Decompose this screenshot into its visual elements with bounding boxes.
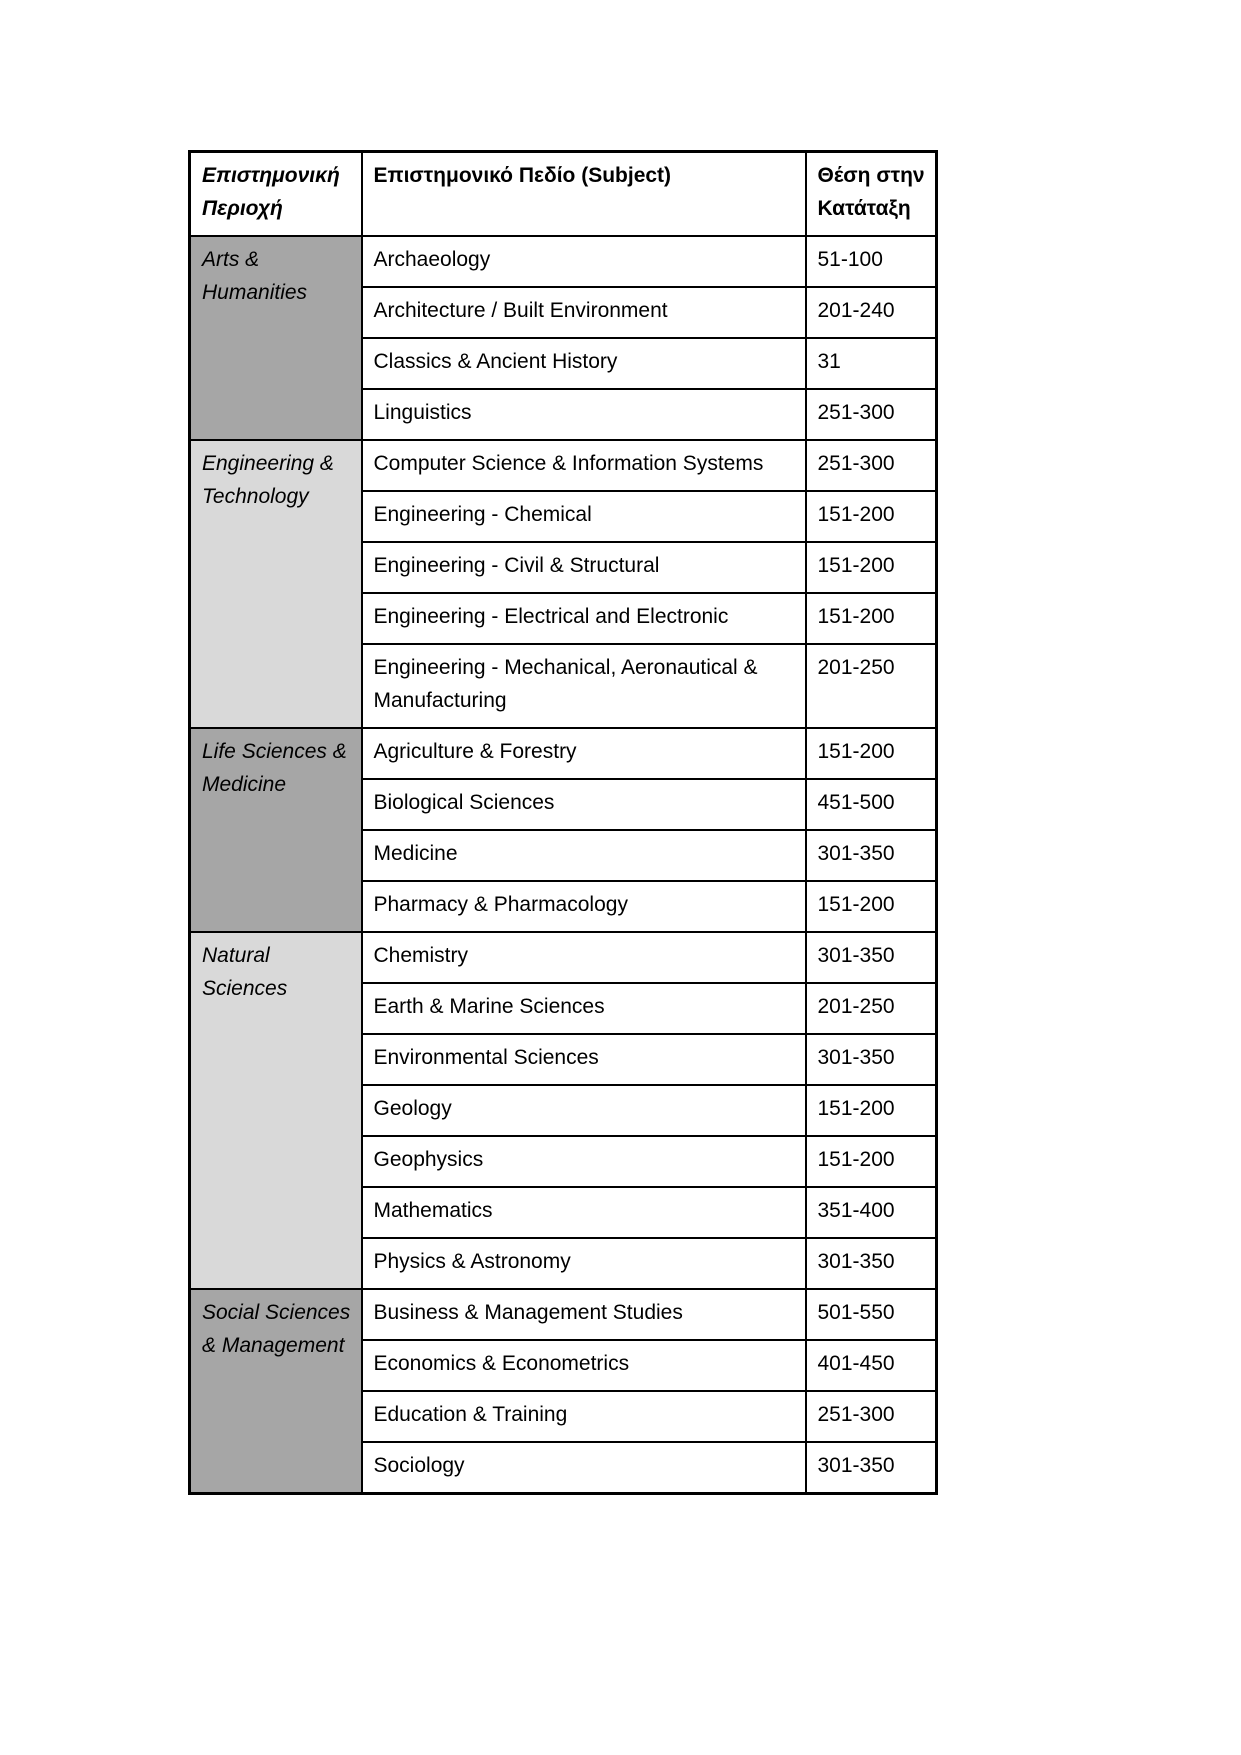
subject-cell: Engineering - Civil & Structural <box>362 542 806 593</box>
table-row <box>190 440 937 491</box>
rank-cell: 451-500 <box>806 779 937 830</box>
subject-cell: Sociology <box>362 1442 806 1494</box>
rank-cell: 151-200 <box>806 542 937 593</box>
rank-cell: 151-200 <box>806 491 937 542</box>
subject-cell: Pharmacy & Pharmacology <box>362 881 806 932</box>
table-row <box>190 1289 937 1340</box>
rank-cell: 31 <box>806 338 937 389</box>
rank-cell: 301-350 <box>806 1034 937 1085</box>
table-body <box>190 236 937 1494</box>
rank-cell: 351-400 <box>806 1187 937 1238</box>
column-header-subject: Επιστημονικό Πεδίο (Subject) <box>362 152 806 237</box>
subject-cell: Computer Science & Information Systems <box>362 440 806 491</box>
subject-cell: Business & Management Studies <box>362 1289 806 1340</box>
subject-cell: Archaeology <box>362 236 806 287</box>
subject-cell: Mathematics <box>362 1187 806 1238</box>
subject-ranking-table <box>188 150 938 1495</box>
rank-cell: 151-200 <box>806 881 937 932</box>
subject-cell: Physics & Astronomy <box>362 1238 806 1289</box>
subject-cell: Chemistry <box>362 932 806 983</box>
subject-cell: Engineering - Mechanical, Aeronautical & Manufacturing <box>362 644 806 728</box>
subject-cell: Engineering - Chemical <box>362 491 806 542</box>
column-header-rank: Θέση στην Κατάταξη <box>806 152 937 237</box>
rank-cell: 401-450 <box>806 1340 937 1391</box>
subject-cell: Engineering - Electrical and Electronic <box>362 593 806 644</box>
rank-cell: 251-300 <box>806 1391 937 1442</box>
rank-cell: 51-100 <box>806 236 937 287</box>
subject-cell: Agriculture & Forestry <box>362 728 806 779</box>
area-cell: Engineering & Technology <box>190 440 362 728</box>
subject-cell: Biological Sciences <box>362 779 806 830</box>
rank-cell: 151-200 <box>806 593 937 644</box>
rank-cell: 301-350 <box>806 1238 937 1289</box>
rank-cell: 201-250 <box>806 644 937 728</box>
subject-cell: Medicine <box>362 830 806 881</box>
rank-cell: 301-350 <box>806 830 937 881</box>
header-row <box>190 152 937 237</box>
rank-cell: 251-300 <box>806 389 937 440</box>
table-row <box>190 932 937 983</box>
rank-cell: 151-200 <box>806 728 937 779</box>
subject-cell: Classics & Ancient History <box>362 338 806 389</box>
table-row <box>190 728 937 779</box>
rank-cell: 301-350 <box>806 932 937 983</box>
area-cell: Natural Sciences <box>190 932 362 1289</box>
rank-cell: 201-240 <box>806 287 937 338</box>
area-cell: Arts & Humanities <box>190 236 362 440</box>
area-cell: Life Sciences & Medicine <box>190 728 362 932</box>
rank-cell: 201-250 <box>806 983 937 1034</box>
subject-cell: Geophysics <box>362 1136 806 1187</box>
subject-cell: Earth & Marine Sciences <box>362 983 806 1034</box>
rank-cell: 151-200 <box>806 1136 937 1187</box>
column-header-area: Επιστημονική Περιοχή <box>190 152 362 237</box>
rank-cell: 251-300 <box>806 440 937 491</box>
subject-cell: Environmental Sciences <box>362 1034 806 1085</box>
rank-cell: 151-200 <box>806 1085 937 1136</box>
table-row <box>190 236 937 287</box>
subject-cell: Geology <box>362 1085 806 1136</box>
area-cell: Social Sciences & Management <box>190 1289 362 1494</box>
subject-cell: Architecture / Built Environment <box>362 287 806 338</box>
rank-cell: 501-550 <box>806 1289 937 1340</box>
subject-cell: Economics & Econometrics <box>362 1340 806 1391</box>
subject-cell: Education & Training <box>362 1391 806 1442</box>
table-header <box>190 152 937 237</box>
rank-cell: 301-350 <box>806 1442 937 1494</box>
subject-cell: Linguistics <box>362 389 806 440</box>
